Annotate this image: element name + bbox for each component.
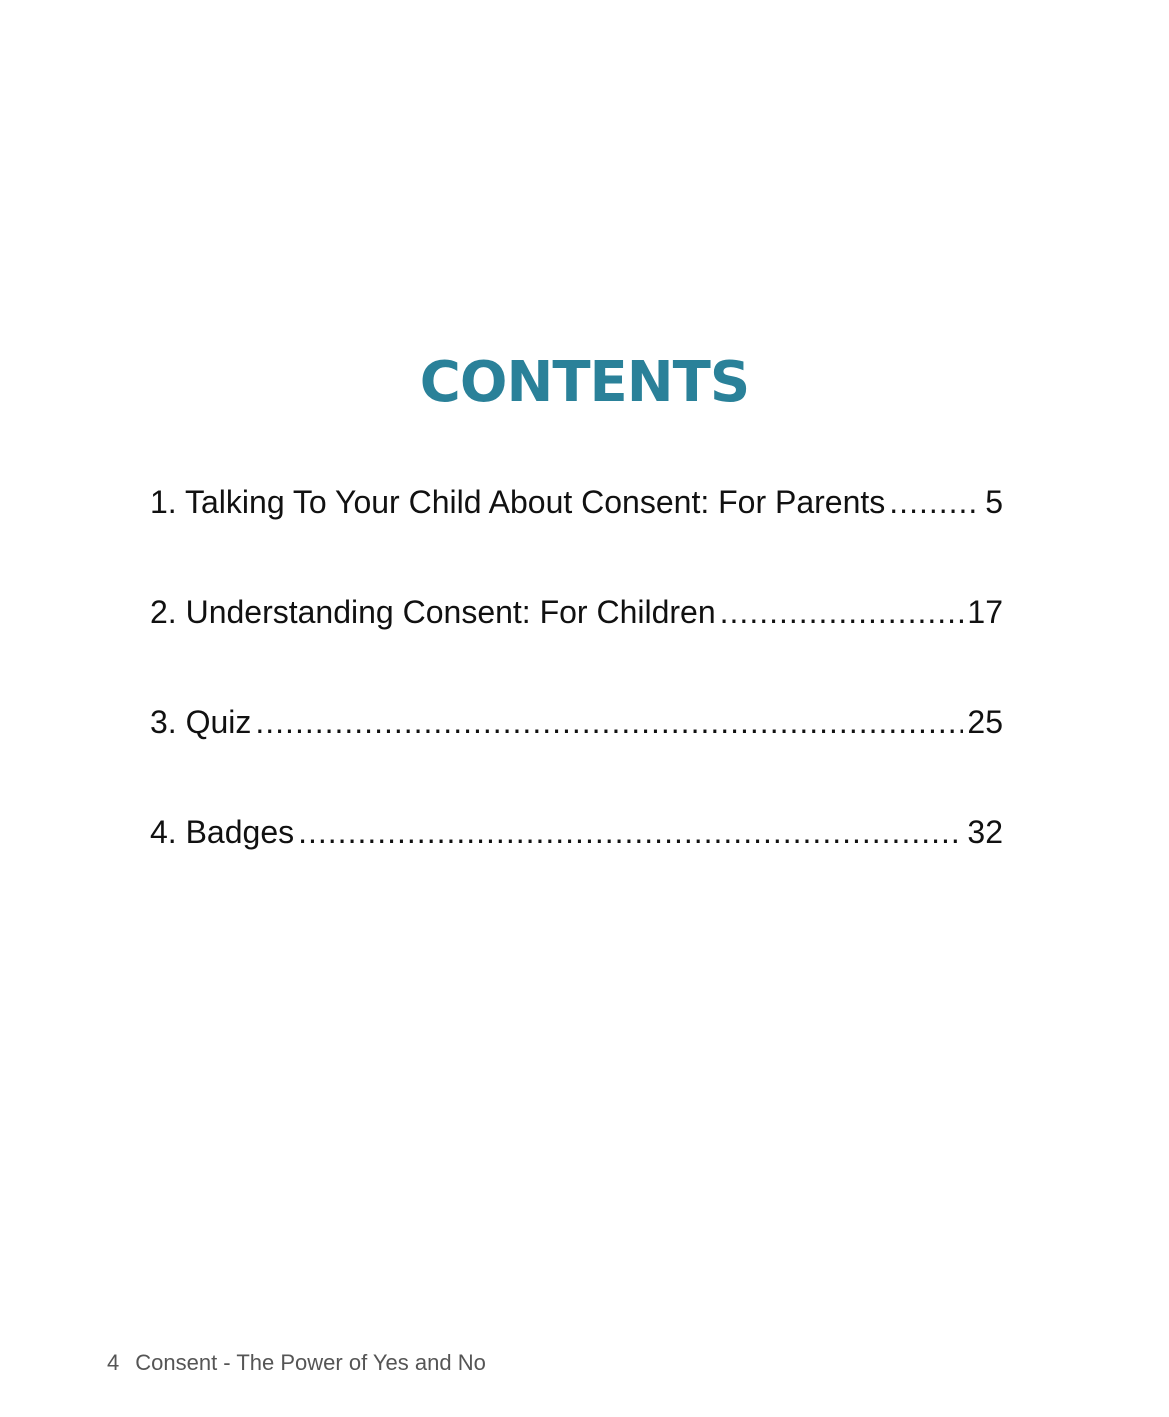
dot-leader (720, 590, 964, 634)
toc-entry-page-number: 25 (967, 704, 1003, 740)
toc-entry-children[interactable] (150, 590, 1003, 700)
toc-entry-page-number: 5 (985, 484, 1003, 520)
page-title: CONTENTS (419, 350, 750, 415)
dot-leader (889, 480, 981, 524)
dot-leader (255, 700, 963, 744)
toc-entry-badges[interactable] (150, 810, 1003, 920)
footer-book-title: Consent - The Power of Yes and No (135, 1350, 486, 1375)
toc-entry-quiz[interactable] (150, 700, 1003, 810)
toc-entry-label: 4. Badges (150, 814, 295, 850)
toc-entry-parents[interactable] (150, 480, 1003, 590)
toc-entry-label: 1. Talking To Your Child About Consent: For Parents (150, 484, 886, 520)
toc-entry-page-number: 17 (967, 594, 1003, 630)
dot-leader (298, 810, 963, 854)
page-footer (107, 1348, 486, 1378)
footer-page-number: 4 (107, 1350, 120, 1375)
toc-entry-label: 3. Quiz (150, 704, 252, 740)
table-of-contents (150, 480, 1003, 920)
toc-entry-label: 2. Understanding Consent: For Children (150, 594, 716, 630)
toc-entry-page-number: 32 (967, 814, 1003, 850)
